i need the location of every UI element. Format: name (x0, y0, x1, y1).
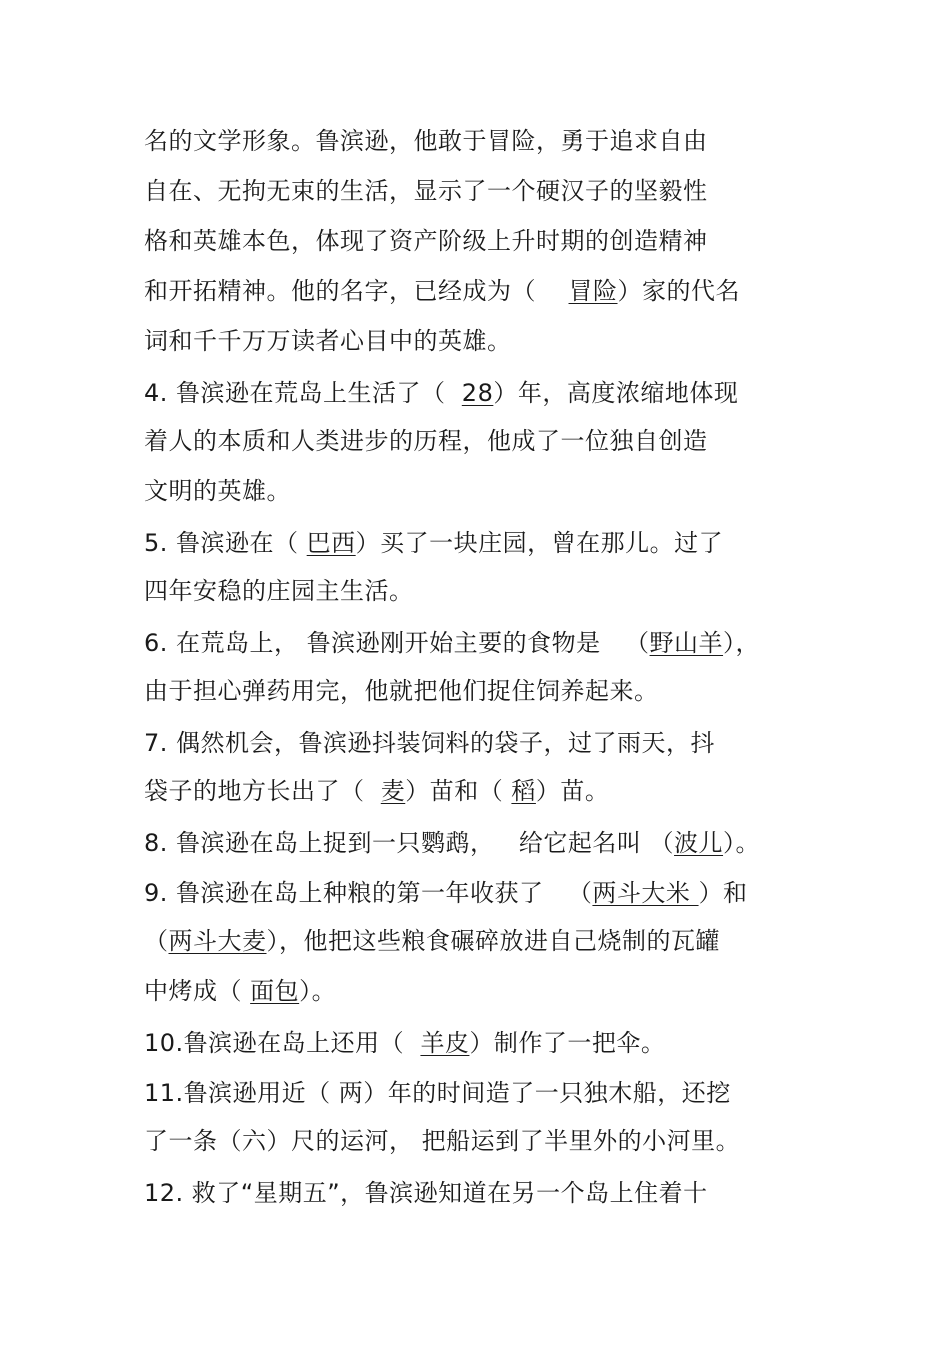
text-segment: ）。 (723, 829, 761, 857)
text-segment: 格和英雄本色，体现了资产阶级上升时期的创造精神 (144, 227, 708, 255)
question-11-line-1 (144, 1076, 731, 1110)
answer-blank: 稻 (511, 777, 536, 805)
text-segment: 9. 鲁滨逊在岛上种粮的第一年收获了 （ (144, 879, 593, 907)
text-segment: ）制作了一把伞。 (469, 1029, 666, 1057)
question-12-line-1 (144, 1176, 708, 1210)
text-segment: ）苗。 (535, 777, 610, 805)
text-segment: 12. 救了“星期五”，鲁滨逊知道在另一个岛上住着十 (144, 1179, 708, 1207)
question-5-line-2 (144, 574, 414, 608)
text-line-1 (144, 124, 708, 158)
text-segment: ）， (723, 629, 761, 657)
answer-blank: 野山羊 (649, 629, 724, 657)
question-8-line-1 (144, 826, 760, 860)
answer-blank: 28 (461, 379, 494, 407)
text-segment: 了一条（六）尺的运河， 把船运到了半里外的小河里。 (144, 1127, 741, 1155)
question-11-line-2 (144, 1124, 740, 1158)
question-10-line-1 (144, 1026, 665, 1060)
text-segment: 6. 在荒岛上， 鲁滨逊刚开始主要的食物是 （ (144, 629, 650, 657)
text-segment: ），他把这些粮食碾碎放进自己烧制的瓦罐 (266, 927, 720, 955)
text-segment: 和开拓精神。他的名字，已经成为（ (144, 277, 569, 305)
text-segment: ）买了一块庄园，曾在那儿。过了 (355, 529, 724, 557)
text-segment: 5. 鲁滨逊在（ (144, 529, 307, 557)
text-segment: 词和千千万万读者心目中的英雄。 (144, 327, 512, 355)
text-line-5 (144, 324, 512, 358)
question-4-line-3 (144, 474, 291, 508)
question-9-line-3 (144, 974, 336, 1008)
text-segment: 文明的英雄。 (144, 477, 291, 505)
answer-blank: 巴西 (306, 529, 356, 557)
text-segment: 自在、无拘无束的生活，显示了一个硬汉子的坚毅性 (144, 177, 708, 205)
question-7-line-2 (144, 774, 609, 808)
answer-blank: 麦 (380, 777, 406, 805)
text-segment: （ (144, 927, 169, 955)
text-segment: 着人的本质和人类进步的历程，他成了一位独自创造 (144, 427, 708, 455)
text-segment: 名的文学形象。鲁滨逊，他敢于冒险，勇于追求自由 (144, 127, 708, 155)
answer-blank: 两斗大米 (592, 879, 699, 907)
text-segment: ）年，高度浓缩地体现 (493, 379, 739, 407)
text-segment: 8. 鲁滨逊在岛上捉到一只鹦鹉， 给它起名叫 （ (144, 829, 675, 857)
text-segment: ）。 (299, 977, 337, 1005)
answer-blank: 面包 (250, 977, 300, 1005)
text-segment: ）和 (698, 879, 748, 907)
answer-blank: 羊皮 (420, 1029, 470, 1057)
question-6-line-2 (144, 674, 659, 708)
text-line-4 (144, 274, 740, 308)
question-9-line-2 (144, 924, 720, 958)
text-segment: 4. 鲁滨逊在荒岛上生活了（ (144, 379, 462, 407)
question-4-line-2 (144, 424, 708, 458)
answer-blank: 冒险 (568, 277, 618, 305)
text-segment: 由于担心弹药用完，他就把他们捉住饲养起来。 (144, 677, 659, 705)
answer-blank: 波儿 (674, 829, 724, 857)
text-segment: 7. 偶然机会，鲁滨逊抖装饲料的袋子，过了雨天，抖 (144, 729, 716, 757)
question-9-line-1 (144, 876, 748, 910)
question-4-line-1 (144, 376, 738, 410)
text-line-2 (144, 174, 708, 208)
answer-blank: 两斗大麦 (168, 927, 267, 955)
question-5-line-1 (144, 526, 723, 560)
question-7-line-1 (144, 726, 715, 760)
text-segment: 袋子的地方长出了（ (144, 777, 381, 805)
text-segment: ）苗和（ (405, 777, 512, 805)
text-segment: 11.鲁滨逊用近（ 两）年的时间造了一只独木船，还挖 (144, 1079, 731, 1107)
text-segment: ）家的代名 (617, 277, 741, 305)
question-6-line-1 (144, 626, 760, 660)
text-segment: 10.鲁滨逊在岛上还用（ (144, 1029, 421, 1057)
text-segment: 四年安稳的庄园主生活。 (144, 577, 414, 605)
text-line-3 (144, 224, 708, 258)
text-segment: 中烤成（ (144, 977, 251, 1005)
